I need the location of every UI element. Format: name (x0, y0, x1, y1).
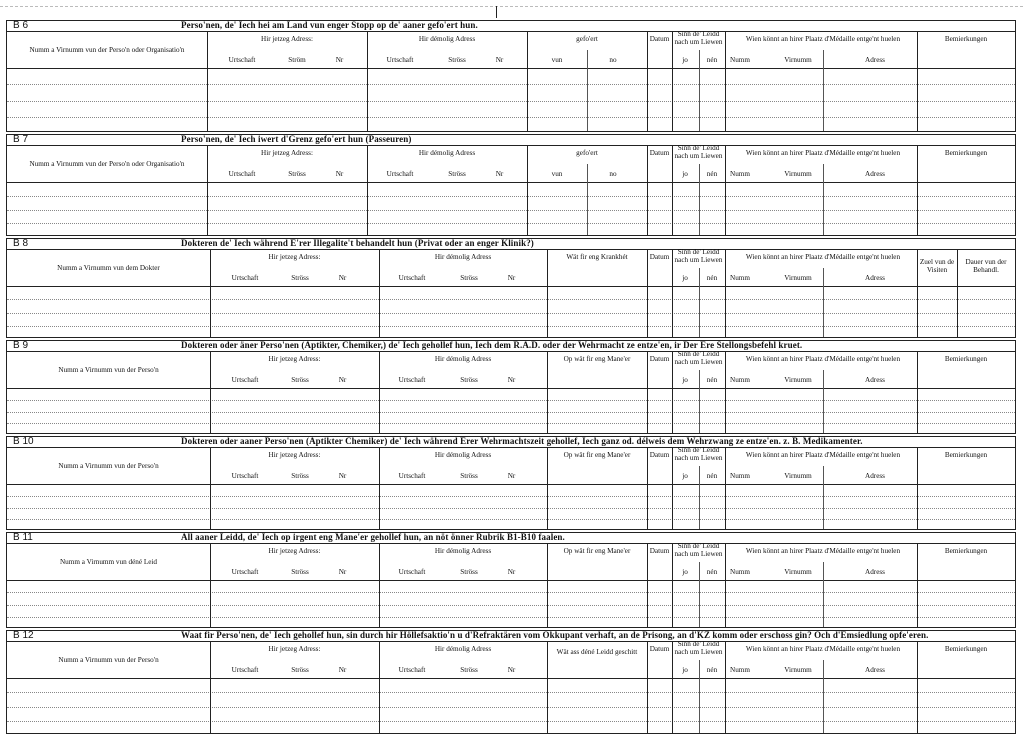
col-divider-alive (672, 642, 673, 733)
duration-header: Dauer vun der Behandl. (965, 258, 1007, 274)
yes-no-divider (699, 164, 700, 235)
header-row-divider (7, 68, 1015, 69)
medal-col-divider (823, 50, 824, 131)
current-town-header: Urtschaft (228, 56, 256, 64)
medal-firstname-header: Virnumm (784, 170, 812, 178)
section-title: All aaner Leidd, de' Iech op irgent eng Mane'er gehollef hun, an nöt önner Rubrik B1-B10 faalen. (181, 532, 565, 542)
former-town-header: Urtschaft (398, 568, 426, 576)
medal-firstname-header: Virnumm (784, 472, 812, 480)
former-nr-header: Nr (507, 274, 516, 282)
entry-row[interactable] (7, 412, 1015, 413)
alive-no-header: nén (706, 376, 718, 384)
to-header: no (609, 56, 617, 64)
col-divider-current-address (210, 352, 211, 433)
medal-address-header: Adress (865, 568, 885, 576)
entry-row[interactable] (7, 617, 1015, 618)
from-header: vun (551, 56, 563, 64)
alive-no-header: nén (706, 274, 718, 282)
current-town-header: Urtschaft (228, 170, 256, 178)
col-divider-extra (547, 642, 548, 733)
section-table (7, 352, 1015, 433)
extra-column-header: Wät ass déné Leidd geschitt (556, 648, 638, 656)
medal-address-header: Adress (865, 274, 885, 282)
former-nr-header: Nr (495, 56, 504, 64)
section-b8 (6, 238, 1016, 338)
col-divider-remarks (917, 448, 918, 529)
alive-header: Sinn de' Leidd nach um Liewen (674, 248, 723, 264)
alive-no-header: nén (706, 472, 718, 480)
current-nr-header: Nr (338, 472, 347, 480)
medal-name-header: Numm (730, 170, 750, 178)
remarks-header: Bemierkungen (944, 355, 988, 363)
former-nr-header: Nr (507, 472, 516, 480)
current-street-header: Ström (288, 56, 306, 64)
entry-row[interactable] (7, 210, 1015, 211)
section-table (7, 146, 1015, 235)
medal-address-header: Adress (865, 56, 885, 64)
col-divider-medal (725, 146, 726, 235)
current-town-header: Urtschaft (231, 666, 259, 674)
current-address-header: Hir jetzeg Adress: (261, 35, 313, 43)
remarks-header: Bemierkungen (944, 645, 988, 653)
current-address-header: Hir jetzeg Adress: (268, 645, 321, 653)
entry-row[interactable] (7, 496, 1015, 497)
medal-address-header: Adress (865, 170, 885, 178)
section-b9 (6, 340, 1016, 434)
alive-yes-header: jo (682, 472, 688, 480)
date-header: Datum (649, 253, 670, 261)
alive-no-header: nén (706, 56, 718, 64)
col-divider-current-address (210, 544, 211, 627)
current-street-header: Ströss (288, 170, 306, 178)
col-divider-date (647, 146, 648, 235)
alive-header: Sinn de' Leidd nach um Liewen (674, 144, 723, 160)
page-center-mark (496, 6, 497, 18)
col-divider-extra (547, 448, 548, 529)
col-divider-extra (547, 352, 548, 433)
current-nr-header: Nr (338, 666, 347, 674)
col-divider-date (647, 642, 648, 733)
col-divider-date (647, 448, 648, 529)
medal-address-header: Adress (865, 376, 885, 384)
former-nr-header: Nr (495, 170, 504, 178)
date-header: Datum (649, 547, 670, 555)
yes-no-divider (699, 50, 700, 131)
former-street-header: Ströss (460, 666, 478, 674)
medal-recipient-header: Wien könnt an hirer Plaatz d'Médaille entge'nt huelen (745, 547, 901, 555)
col-divider-former-address (379, 544, 380, 627)
col-divider-extra (527, 32, 528, 131)
former-town-header: Urtschaft (398, 472, 426, 480)
medal-recipient-header: Wien könnt an hirer Plaatz d'Médaille entge'nt huelen (745, 35, 901, 43)
entry-row[interactable] (7, 223, 1015, 224)
medal-firstname-header: Virnumm (784, 274, 812, 282)
to-header: no (609, 170, 617, 178)
header-row-divider (7, 484, 1015, 485)
section-header (7, 437, 1015, 448)
section-table (7, 250, 1015, 337)
col-divider-extra (547, 250, 548, 337)
section-b10 (6, 436, 1016, 530)
visits-header: Zuel vun de Visiten (919, 258, 955, 274)
section-table (7, 448, 1015, 529)
col-divider-remarks (917, 32, 918, 131)
medal-address-header: Adress (865, 472, 885, 480)
name-column-header: Numm a Virnumm vun dem Dokter (57, 264, 160, 272)
name-column-header: Numm a Virnumm vun der Perso'n (58, 656, 159, 664)
former-address-header: Hir démolig Adress (434, 355, 492, 363)
col-divider-former-address (379, 352, 380, 433)
medal-name-header: Numm (730, 56, 750, 64)
date-header: Datum (649, 451, 670, 459)
entry-row[interactable] (7, 326, 1015, 327)
entry-row[interactable] (7, 508, 1015, 509)
from-to-divider (587, 164, 588, 235)
medal-recipient-header: Wien könnt an hirer Plaatz d'Médaille entge'nt huelen (745, 149, 901, 157)
former-street-header: Ströss (448, 170, 466, 178)
section-header (7, 135, 1015, 146)
header-row-divider (7, 286, 1015, 287)
col-divider-date (647, 32, 648, 131)
medal-recipient-header: Wien könnt an hirer Plaatz d'Médaille entge'nt huelen (745, 355, 901, 363)
col-divider-current-address (207, 146, 208, 235)
yes-no-divider (699, 370, 700, 433)
entry-row[interactable] (7, 605, 1015, 606)
from-to-divider (587, 50, 588, 131)
medal-address-header: Adress (865, 666, 885, 674)
former-address-header: Hir démolig Adress (434, 547, 492, 555)
medal-firstname-header: Virnumm (784, 666, 812, 674)
section-header (7, 21, 1015, 32)
current-address-header: Hir jetzeg Adress: (268, 547, 321, 555)
col-divider-medal (725, 642, 726, 733)
col-divider-extra (527, 146, 528, 235)
entry-row[interactable] (7, 707, 1015, 708)
medal-firstname-header: Virnumm (784, 376, 812, 384)
yes-no-divider (699, 660, 700, 733)
former-street-header: Ströss (460, 376, 478, 384)
section-header (7, 239, 1015, 250)
name-column-header: Numm a Virnumm vun der Perso'n oder Organisatio'n (29, 46, 185, 54)
section-title: Dokteren de' Iech während E'rer Illegalite't behandelt hun (Privat oder an enger Klinik?) (181, 238, 534, 248)
yes-no-divider (699, 466, 700, 529)
current-nr-header: Nr (338, 274, 347, 282)
entry-row[interactable] (7, 519, 1015, 520)
section-code: B 9 (13, 340, 29, 351)
medal-name-header: Numm (730, 376, 750, 384)
current-town-header: Urtschaft (231, 376, 259, 384)
col-divider-alive (672, 32, 673, 131)
former-nr-header: Nr (507, 376, 516, 384)
alive-header: Sinn de' Leidd nach um Liewen (674, 30, 723, 46)
remarks-header: Bemierkungen (944, 35, 988, 43)
medal-col-divider (823, 370, 824, 433)
section-code: B 11 (13, 532, 33, 543)
date-header: Datum (649, 645, 670, 653)
entry-row[interactable] (7, 423, 1015, 424)
former-street-header: Ströss (460, 568, 478, 576)
entry-row[interactable] (7, 313, 1015, 314)
header-row-divider (7, 388, 1015, 389)
alive-header: Sinn de' Leidd nach um Liewen (674, 640, 723, 656)
section-table (7, 544, 1015, 627)
entry-row[interactable] (7, 592, 1015, 593)
col-divider-medal (725, 250, 726, 337)
current-street-header: Ströss (291, 274, 309, 282)
medal-col-divider (823, 268, 824, 337)
section-code: B 7 (13, 134, 29, 145)
current-street-header: Ströss (291, 376, 309, 384)
former-town-header: Urtschaft (386, 56, 414, 64)
header-row-divider (7, 182, 1015, 183)
alive-yes-header: jo (682, 274, 688, 282)
extra-column-header: Wät fir eng Krankhét (566, 253, 628, 261)
current-street-header: Ströss (291, 666, 309, 674)
entry-row[interactable] (7, 84, 1015, 85)
col-divider-former-address (379, 448, 380, 529)
date-header: Datum (649, 35, 670, 43)
extra-column-header: Op wät fir eng Mane'er (563, 355, 631, 363)
former-street-header: Ströss (448, 56, 466, 64)
col-divider-current-address (210, 250, 211, 337)
medal-recipient-header: Wien könnt an hirer Plaatz d'Médaille entge'nt huelen (745, 253, 901, 261)
former-address-header: Hir démolig Adress (418, 149, 476, 157)
section-b7 (6, 134, 1016, 236)
entry-row[interactable] (7, 299, 1015, 300)
former-address-header: Hir démolig Adress (434, 451, 492, 459)
col-divider-date (647, 544, 648, 627)
date-header: Datum (649, 149, 670, 157)
col-divider-current-address (210, 642, 211, 733)
section-code: B 8 (13, 238, 29, 249)
section-b12 (6, 630, 1016, 734)
extra-column-header: Op wät fir eng Mane'er (563, 547, 631, 555)
alive-header: Sinn de' Leidd nach um Liewen (674, 542, 723, 558)
col-divider-medal (725, 352, 726, 433)
former-nr-header: Nr (507, 666, 516, 674)
col-divider-former-address (367, 32, 368, 131)
section-title: Dokteren oder aaner Perso'nen (Aptikter Chemiker) de' Iech während Erer Wehrmachtszeit gehollef, Iech ganz od. délweis dem Wehrzwang ze entze'en. z. B. Medikamenter. (181, 436, 863, 446)
section-table (7, 32, 1015, 131)
alive-yes-header: jo (682, 56, 688, 64)
transported-header: gefo'ert (576, 149, 598, 157)
medal-firstname-header: Virnumm (784, 56, 812, 64)
current-town-header: Urtschaft (231, 568, 259, 576)
alive-yes-header: jo (682, 170, 688, 178)
name-column-header: Numm a Virnumm vun déné Leid (59, 558, 158, 566)
section-b6 (6, 20, 1016, 132)
alive-yes-header: jo (682, 666, 688, 674)
remarks-header: Bemierkungen (944, 149, 988, 157)
col-divider-former-address (367, 146, 368, 235)
alive-header: Sinn de' Leidd nach um Liewen (674, 350, 723, 366)
former-street-header: Ströss (460, 472, 478, 480)
section-table (7, 642, 1015, 733)
former-address-header: Hir démolig Adress (418, 35, 476, 43)
current-street-header: Ströss (291, 568, 309, 576)
name-column-header: Numm a Virnumm vun der Perso'n (58, 366, 159, 374)
remarks-header: Bemierkungen (944, 547, 988, 555)
medal-name-header: Numm (730, 274, 750, 282)
medal-col-divider (823, 660, 824, 733)
col-divider-date (647, 250, 648, 337)
section-b11 (6, 532, 1016, 628)
col-divider-alive (672, 544, 673, 627)
name-column-header: Numm a Virnumm vun der Perso'n (58, 462, 159, 470)
col-divider-date (647, 352, 648, 433)
current-address-header: Hir jetzeg Adress: (268, 451, 321, 459)
medal-recipient-header: Wien könnt an hirer Plaatz d'Médaille entge'nt huelen (745, 451, 901, 459)
col-divider-alive (672, 250, 673, 337)
extra-column-header: Op wät fir eng Mane'er (563, 451, 631, 459)
col-divider-medal (725, 448, 726, 529)
name-column-header: Numm a Virnumm vun der Perso'n oder Organisatio'n (29, 160, 185, 168)
current-nr-header: Nr (338, 376, 347, 384)
current-nr-header: Nr (335, 56, 344, 64)
entry-row[interactable] (7, 721, 1015, 722)
alive-no-header: nén (706, 170, 718, 178)
section-title: Waat fir Perso'nen, de' Iech gehollef hun, sin durch hir Höllefsaktio'n u d'Refraktären vom Okkupant verhaft, an de Prisong, an d'KZ komm oder erschoss gin? Och d'Emsiedlung opfe'eren. (181, 630, 929, 640)
section-title: Perso'nen, de' Iech iwert d'Grenz gefo'ert hun (Passeuren) (181, 134, 412, 144)
section-title: Dokteren oder äner Perso'nen (Aptikter, Chemiker,) de' Iech gehollef hun, Iech dem R.A.D. oder der Wehrmacht ze entze'en, ir Der Ere Stellongsbefehl kruet. (181, 340, 803, 350)
former-street-header: Ströss (460, 274, 478, 282)
section-code: B 10 (13, 436, 34, 447)
former-address-header: Hir démolig Adress (434, 645, 492, 653)
current-nr-header: Nr (338, 568, 347, 576)
col-divider-extra (547, 544, 548, 627)
section-code: B 6 (13, 20, 29, 31)
header-row-divider (7, 678, 1015, 679)
former-town-header: Urtschaft (386, 170, 414, 178)
transported-header: gefo'ert (576, 35, 598, 43)
former-town-header: Urtschaft (398, 376, 426, 384)
former-town-header: Urtschaft (398, 274, 426, 282)
medal-name-header: Numm (730, 666, 750, 674)
alive-no-header: nén (706, 666, 718, 674)
col-divider-current-address (210, 448, 211, 529)
medal-firstname-header: Virnumm (784, 568, 812, 576)
col-divider-alive (672, 146, 673, 235)
col-divider-current-address (207, 32, 208, 131)
current-street-header: Ströss (291, 472, 309, 480)
medal-recipient-header: Wien könnt an hirer Plaatz d'Médaille entge'nt huelen (745, 645, 901, 653)
header-row-divider (7, 580, 1015, 581)
section-header (7, 631, 1015, 642)
current-town-header: Urtschaft (231, 274, 259, 282)
alive-no-header: nén (706, 568, 718, 576)
entry-row[interactable] (7, 101, 1015, 102)
medal-col-divider (823, 562, 824, 627)
alive-header: Sinn de' Leidd nach um Liewen (674, 446, 723, 462)
former-town-header: Urtschaft (398, 666, 426, 674)
entry-row[interactable] (7, 400, 1015, 401)
col-divider-former-address (379, 250, 380, 337)
col-divider-alive (672, 352, 673, 433)
current-nr-header: Nr (335, 170, 344, 178)
page-top-rule (0, 6, 1023, 7)
col-divider-alive (672, 448, 673, 529)
alive-yes-header: jo (682, 568, 688, 576)
current-address-header: Hir jetzeg Adress: (261, 149, 313, 157)
remarks-header: Bemierkungen (944, 451, 988, 459)
section-header (7, 341, 1015, 352)
from-header: vun (551, 170, 563, 178)
former-address-header: Hir démolig Adress (434, 253, 492, 261)
entry-row[interactable] (7, 196, 1015, 197)
medal-name-header: Numm (730, 568, 750, 576)
current-address-header: Hir jetzeg Adress: (268, 355, 321, 363)
entry-row[interactable] (7, 692, 1015, 693)
col-divider-remarks (917, 544, 918, 627)
current-address-header: Hir jetzeg Adress: (268, 253, 321, 261)
current-town-header: Urtschaft (231, 472, 259, 480)
col-divider-medal (725, 544, 726, 627)
col-divider-remarks (917, 352, 918, 433)
col-divider-medal (725, 32, 726, 131)
col-divider-remarks (917, 146, 918, 235)
yes-no-divider (699, 562, 700, 627)
section-title: Perso'nen, de' Iech hei am Land vun enger Stopp op de' aaner gefo'ert hun. (181, 20, 478, 30)
col-divider-remarks (917, 642, 918, 733)
alive-yes-header: jo (682, 376, 688, 384)
yes-no-divider (699, 268, 700, 337)
col-divider-former-address (379, 642, 380, 733)
former-nr-header: Nr (507, 568, 516, 576)
entry-row[interactable] (7, 117, 1015, 118)
date-header: Datum (649, 355, 670, 363)
medal-col-divider (823, 164, 824, 235)
medal-col-divider (823, 466, 824, 529)
section-code: B 12 (13, 630, 34, 641)
medal-name-header: Numm (730, 472, 750, 480)
section-header (7, 533, 1015, 544)
